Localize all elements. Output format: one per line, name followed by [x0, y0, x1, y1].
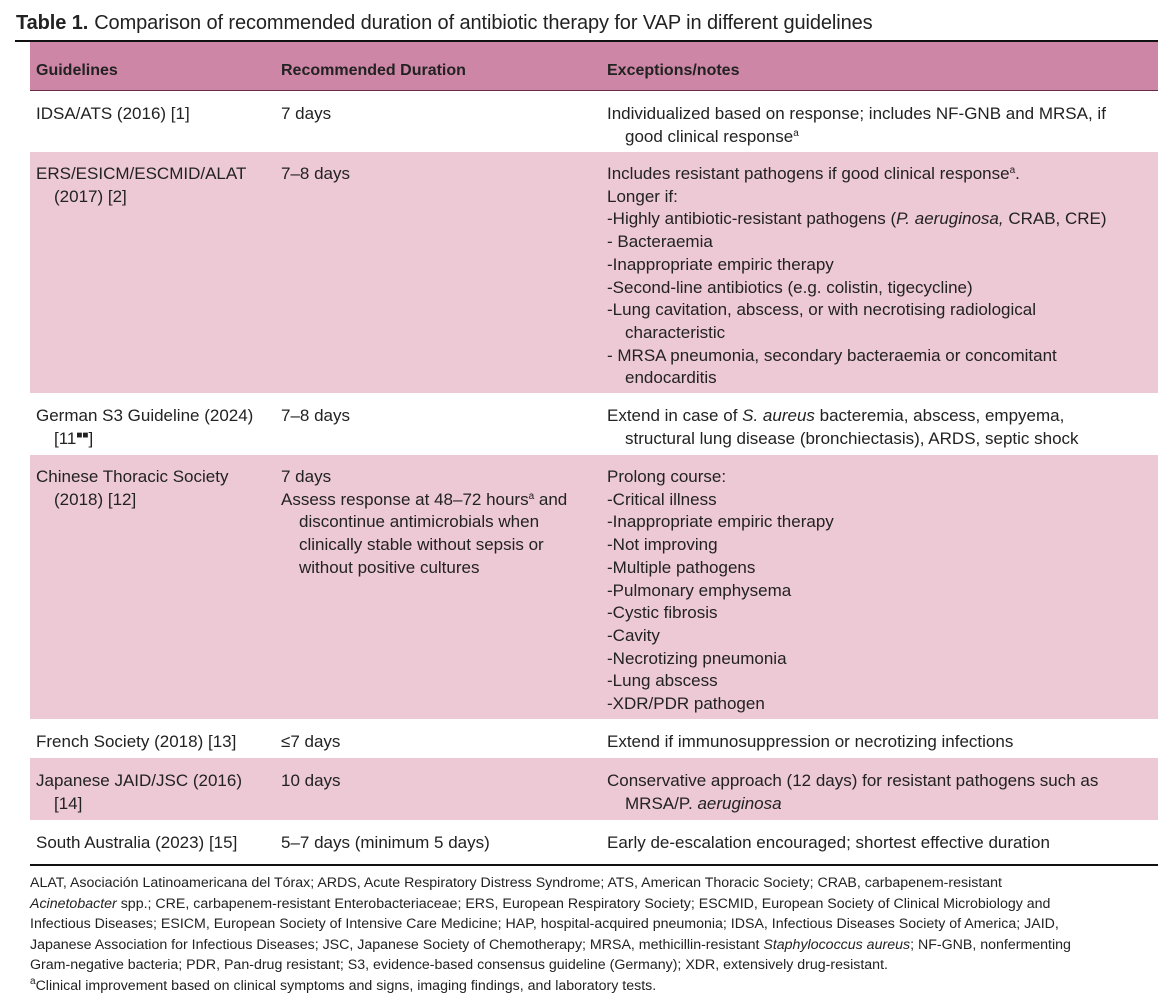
duration-cell: 7–8 days [281, 406, 350, 425]
table-footnote: ALAT, Asociación Latinoamericana del Tórax; ARDS, Acute Respiratory Distress Syndrome; ATS, American Thoracic Society; CRAB, carbapenem-resistant Acinetobacter spp.; CRE, carbapenem-resistant Enterobacteriaceae; ERS, European Respiratory Society; ESCMID, European Society of Clinical Microbiology and Infectious Diseases; ESICM, European Society of Intensive Care Medicine; HAP, hospital-acquired pneumonia; IDSA, Infectious Diseases Society of America; JAID, Japanese Association for Infectious Diseases; JSC, Japanese Society of Chemotherapy; MRSA, methicillin-resistant Staphylococcus aureus; NF-GNB, nonfermenting Gram-negative bacteria; PDR, Pan-drug resistant; S3, evidence-based consensus guideline (Germany); XDR, extensively drug-resistant. $^a$Clinical improvement based on clinical symptoms and signs, imaging findings, and laboratory tests. [30, 875, 1071, 994]
notes-cell: Extend in case of S. aureus bacteremia, abscess, empyema, structural lung disease (bronchiectasis), ARDS, septic shock [607, 406, 1079, 448]
notes-cell: Early de-escalation encouraged; shortest effective duration [607, 833, 1050, 852]
notes-cell: Includes resistant pathogens if good clinical response$^a$. Longer if: -Highly antibiotic-resistant pathogens (P. aeruginosa, CRAB, CRE) - Bacteraemia -Inappropriate empiric therapy -Second-line antibiotics (e.g. colistin, tigecycline) -Lung cavitation, abscess, or with necrotising radiological characteristic - MRSA pneumonia, secondary bacteraemia or concomitant endocarditis [607, 164, 1107, 388]
table-row [30, 91, 1158, 152]
duration-cell: ≤7 days [281, 732, 341, 751]
notes-cell: Conservative approach (12 days) for resistant pathogens such as MRSA/P. aeruginosa [607, 771, 1099, 813]
bottom-rule [30, 864, 1158, 866]
table-row [30, 152, 1158, 393]
guideline-cell: ERS/ESICM/ESCMID/ALAT (2017) [2] [36, 164, 247, 206]
guideline-cell: German S3 Guideline (2024) [11■■] [36, 406, 254, 448]
table-caption: Comparison of recommended duration of antibiotic therapy for VAP in different guidelines [94, 12, 873, 34]
duration-cell: 7–8 days [281, 164, 350, 183]
duration-cell: 7 days [281, 104, 332, 123]
notes-cell: Prolong course: -Critical illness -Inappropriate empiric therapy -Not improving -Multiple pathogens -Pulmonary emphysema -Cystic fibrosis -Cavity -Necrotizing pneumonia -Lung abscess -XDR/PDR pathogen [607, 467, 834, 714]
header-duration: Recommended Duration [281, 62, 466, 79]
table-title [16, 12, 873, 35]
guideline-cell: Chinese Thoracic Society (2018) [12] [36, 467, 229, 509]
table-row [30, 393, 1158, 455]
guideline-cell: IDSA/ATS (2016) [1] [36, 104, 190, 123]
table-header [30, 42, 1158, 91]
notes-cell: Individualized based on response; includes NF-GNB and MRSA, if good clinical response$^a$ [607, 104, 1106, 146]
table-number: Table 1. [16, 12, 89, 34]
table-row [30, 455, 1158, 719]
notes-cell: Extend if immunosuppression or necrotizing infections [607, 732, 1014, 751]
guideline-cell: South Australia (2023) [15] [36, 833, 238, 852]
table-row [30, 719, 1158, 758]
duration-cell: 10 days [281, 771, 341, 790]
guideline-cell: Japanese JAID/JSC (2016) [14] [36, 771, 242, 813]
duration-cell: 7 days Assess response at 48–72 hours$^a$ and discontinue antimicrobials when clinically stable without sepsis or without positive cultures [281, 467, 568, 577]
header-notes: Exceptions/notes [607, 62, 740, 79]
duration-cell: 5–7 days (minimum 5 days) [281, 833, 490, 852]
recommended-marker-icon: ■■ [76, 429, 89, 441]
guideline-cell: French Society (2018) [13] [36, 732, 237, 751]
table-row [30, 820, 1158, 864]
table-row [30, 758, 1158, 820]
header-guidelines: Guidelines [36, 62, 118, 79]
